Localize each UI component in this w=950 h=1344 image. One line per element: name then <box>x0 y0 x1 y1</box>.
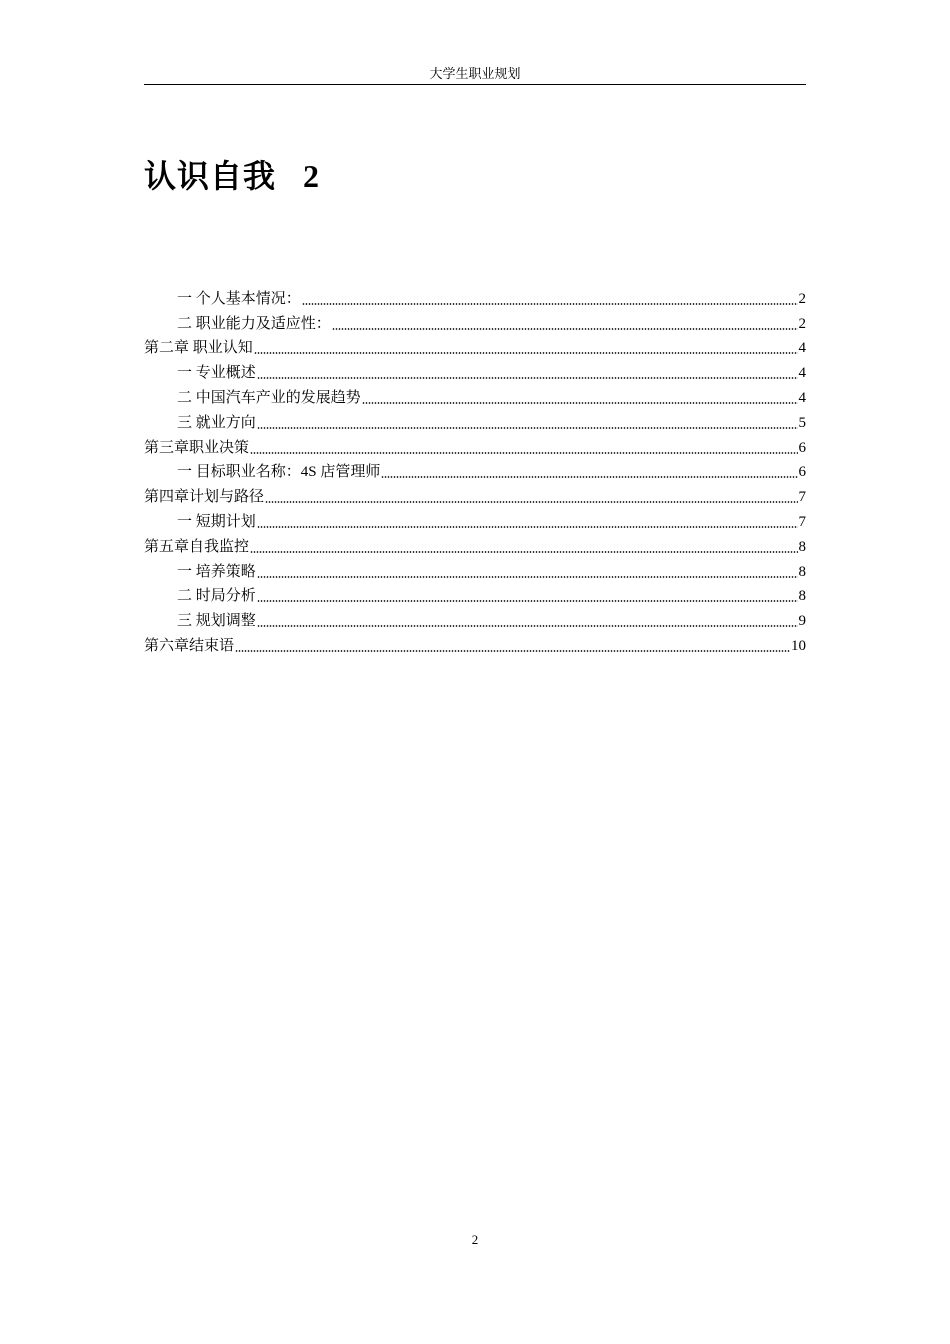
toc-entry-label: 一 培养策略 <box>177 563 256 580</box>
toc-entry-page: 6 <box>798 464 806 481</box>
toc-entry-page: 4 <box>798 389 806 406</box>
toc-entry-page: 9 <box>798 613 806 630</box>
toc-entry-page: 10 <box>791 637 806 654</box>
toc-entry-page: 8 <box>798 538 806 555</box>
toc-entry-label: 第三章职业决策 <box>144 439 250 456</box>
toc-entry-label: 第四章计划与路径 <box>144 489 265 506</box>
toc-entry-label: 三 规划调整 <box>177 613 256 630</box>
toc-entry[interactable] <box>144 458 806 483</box>
toc-entry-label: 第二章 职业认知 <box>144 340 253 357</box>
toc-entry-label: 一 专业概述 <box>177 365 256 382</box>
toc-entry-page: 2 <box>798 290 806 307</box>
toc-entry-label: 二 时局分析 <box>177 588 256 605</box>
toc-dot-leader <box>235 650 790 652</box>
toc-entry[interactable] <box>144 408 806 433</box>
toc-entry[interactable] <box>144 358 806 383</box>
toc-dot-leader <box>257 427 798 429</box>
toc-dot-leader <box>250 551 797 553</box>
toc-dot-leader <box>257 625 798 627</box>
toc-dot-leader <box>257 526 798 528</box>
toc-dot-leader <box>362 402 798 404</box>
toc-dot-leader <box>265 501 797 503</box>
toc-entry[interactable] <box>144 383 806 408</box>
toc-entry[interactable] <box>144 284 806 309</box>
toc-entry[interactable] <box>144 309 806 334</box>
page-header: 大学生职业规划 <box>144 64 806 85</box>
page-title: 认识自我 2 <box>144 158 321 194</box>
toc-dot-leader <box>257 576 798 578</box>
toc-entry-page: 8 <box>798 588 806 605</box>
toc-entry-label: 二 中国汽车产业的发展趋势 <box>177 389 361 406</box>
toc-entry-page: 7 <box>798 513 806 530</box>
toc-entry-page: 7 <box>798 489 806 506</box>
toc-entry[interactable] <box>144 631 806 656</box>
toc-entry-label: 一 个人基本情况： <box>177 290 301 307</box>
toc-dot-leader <box>302 303 798 305</box>
toc-entry-label: 一 目标职业名称：4S 店管理师 <box>177 464 381 481</box>
toc-entry[interactable] <box>144 582 806 607</box>
toc-dot-leader <box>254 352 798 354</box>
toc-dot-leader <box>250 452 797 454</box>
toc-entry-page: 4 <box>798 340 806 357</box>
toc-entry[interactable] <box>144 334 806 359</box>
toc-entry-label: 第五章自我监控 <box>144 538 250 555</box>
toc-entry-label: 三 就业方向 <box>177 414 256 431</box>
toc-entry[interactable] <box>144 606 806 631</box>
toc-entry[interactable] <box>144 507 806 532</box>
table-of-contents <box>144 284 806 656</box>
toc-dot-leader <box>332 328 798 330</box>
toc-entry[interactable] <box>144 532 806 557</box>
toc-entry-page: 2 <box>798 315 806 332</box>
toc-dot-leader <box>257 377 798 379</box>
toc-dot-leader <box>257 600 798 602</box>
toc-entry-page: 5 <box>798 414 806 431</box>
toc-dot-leader <box>381 476 797 478</box>
toc-entry-label: 一 短期计划 <box>177 513 256 530</box>
toc-entry-page: 8 <box>798 563 806 580</box>
toc-entry-page: 4 <box>798 365 806 382</box>
page-number: 2 <box>471 1232 479 1247</box>
toc-entry-page: 6 <box>798 439 806 456</box>
toc-entry[interactable] <box>144 482 806 507</box>
toc-entry-label: 二 职业能力及适应性： <box>177 315 331 332</box>
toc-entry[interactable] <box>144 433 806 458</box>
toc-entry-label: 第六章结束语 <box>144 637 235 654</box>
toc-entry[interactable] <box>144 557 806 582</box>
